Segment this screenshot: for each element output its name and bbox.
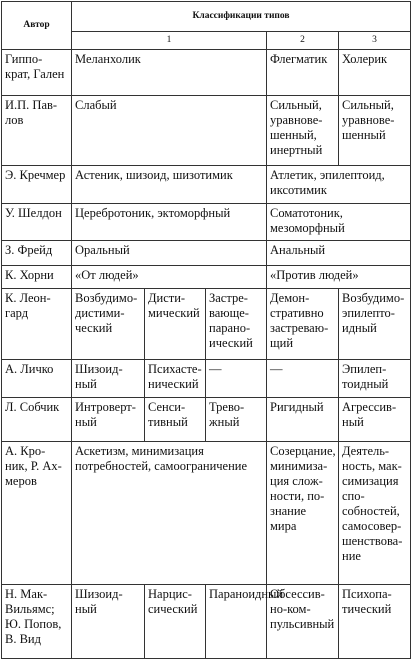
table-row [2,241,411,266]
type-cell: Демон- стративно застреваю- щий [267,289,339,360]
type-cell: Сильный, уравнове- шенный, инертный [267,96,339,166]
type-cell: Застре- вающе- парано- ический [206,289,267,360]
table-row [2,166,411,204]
type-cell: Шизоид- ный [72,360,145,398]
type-cell: Меланхолик [72,50,267,96]
type-cell: Оральный [72,241,267,266]
row-author: Гиппо- крат, Гален [2,50,72,96]
type-cell: Деятель- ность, мак- симизация спо- собностей, самосовер- шенствова- ние [339,442,411,585]
type-cell: Психасте- нический [145,360,206,398]
type-cell: Астеник, шизоид, шизотимик [72,166,267,204]
type-cell: Соматотоник, мезоморфный [267,204,411,241]
row-author: К. Хорни [2,266,72,289]
type-cell: — [267,360,339,398]
type-cell: «От людей» [72,266,267,289]
type-cell: Возбудимо- эпилепто- идный [339,289,411,360]
table-row [2,398,411,442]
type-cell: Созерцание, минимиза- ция слож- ности, по- знание мира [267,442,339,585]
type-cell: Параноидный [206,585,267,659]
type-cell: Флегматик [267,50,339,96]
table-row [2,289,411,360]
table-row [2,96,411,166]
type-cell: Сильный, уравнове- шенный [339,96,411,166]
type-cell: Интроверт- ный [72,398,145,442]
classification-table [1,1,411,659]
type-cell: Психопа- тический [339,585,411,659]
type-cell: Слабый [72,96,267,166]
type-cell: «Против людей» [267,266,411,289]
column-number-1: 1 [72,32,267,50]
row-author: К. Леон- гард [2,289,72,360]
table-row [2,360,411,398]
row-author: Н. Мак- Вильямс; Ю. Попов, В. Вид [2,585,72,659]
type-cell: Атлетик, эпилептоид, иксотимик [267,166,411,204]
type-cell: Ригидный [267,398,339,442]
header-author: Автор [2,2,72,50]
row-author: У. Шелдон [2,204,72,241]
column-number-3: 3 [339,32,411,50]
table-row [2,442,411,585]
table-row [2,585,411,659]
type-cell: Обсессив- но-ком- пульсивный [267,585,339,659]
type-cell: Церебротоник, эктоморфный [72,204,267,241]
header-classification: Классификации типов [72,2,411,32]
type-cell: — [206,360,267,398]
type-cell: Шизоид- ный [72,585,145,659]
header-row [2,2,411,32]
row-author: Э. Кречмер [2,166,72,204]
row-author: А. Личко [2,360,72,398]
table-row [2,204,411,241]
type-cell: Анальный [267,241,411,266]
type-cell: Дисти- мический [145,289,206,360]
type-cell: Сенси- тивный [145,398,206,442]
column-number-2: 2 [267,32,339,50]
row-author: И.П. Пав- лов [2,96,72,166]
type-cell: Возбудимо- дистими- ческий [72,289,145,360]
row-author: Л. Собчик [2,398,72,442]
type-cell: Трево- жный [206,398,267,442]
type-cell: Аскетизм, минимизация потребностей, самоограничение [72,442,267,585]
type-cell: Эпилеп- тоидный [339,360,411,398]
row-author: З. Фрейд [2,241,72,266]
type-cell: Холерик [339,50,411,96]
table-row [2,50,411,96]
row-author: А. Кро- ник, Р. Ах- меров [2,442,72,585]
table-row [2,266,411,289]
type-cell: Агрессив- ный [339,398,411,442]
type-cell: Нарцис- сический [145,585,206,659]
